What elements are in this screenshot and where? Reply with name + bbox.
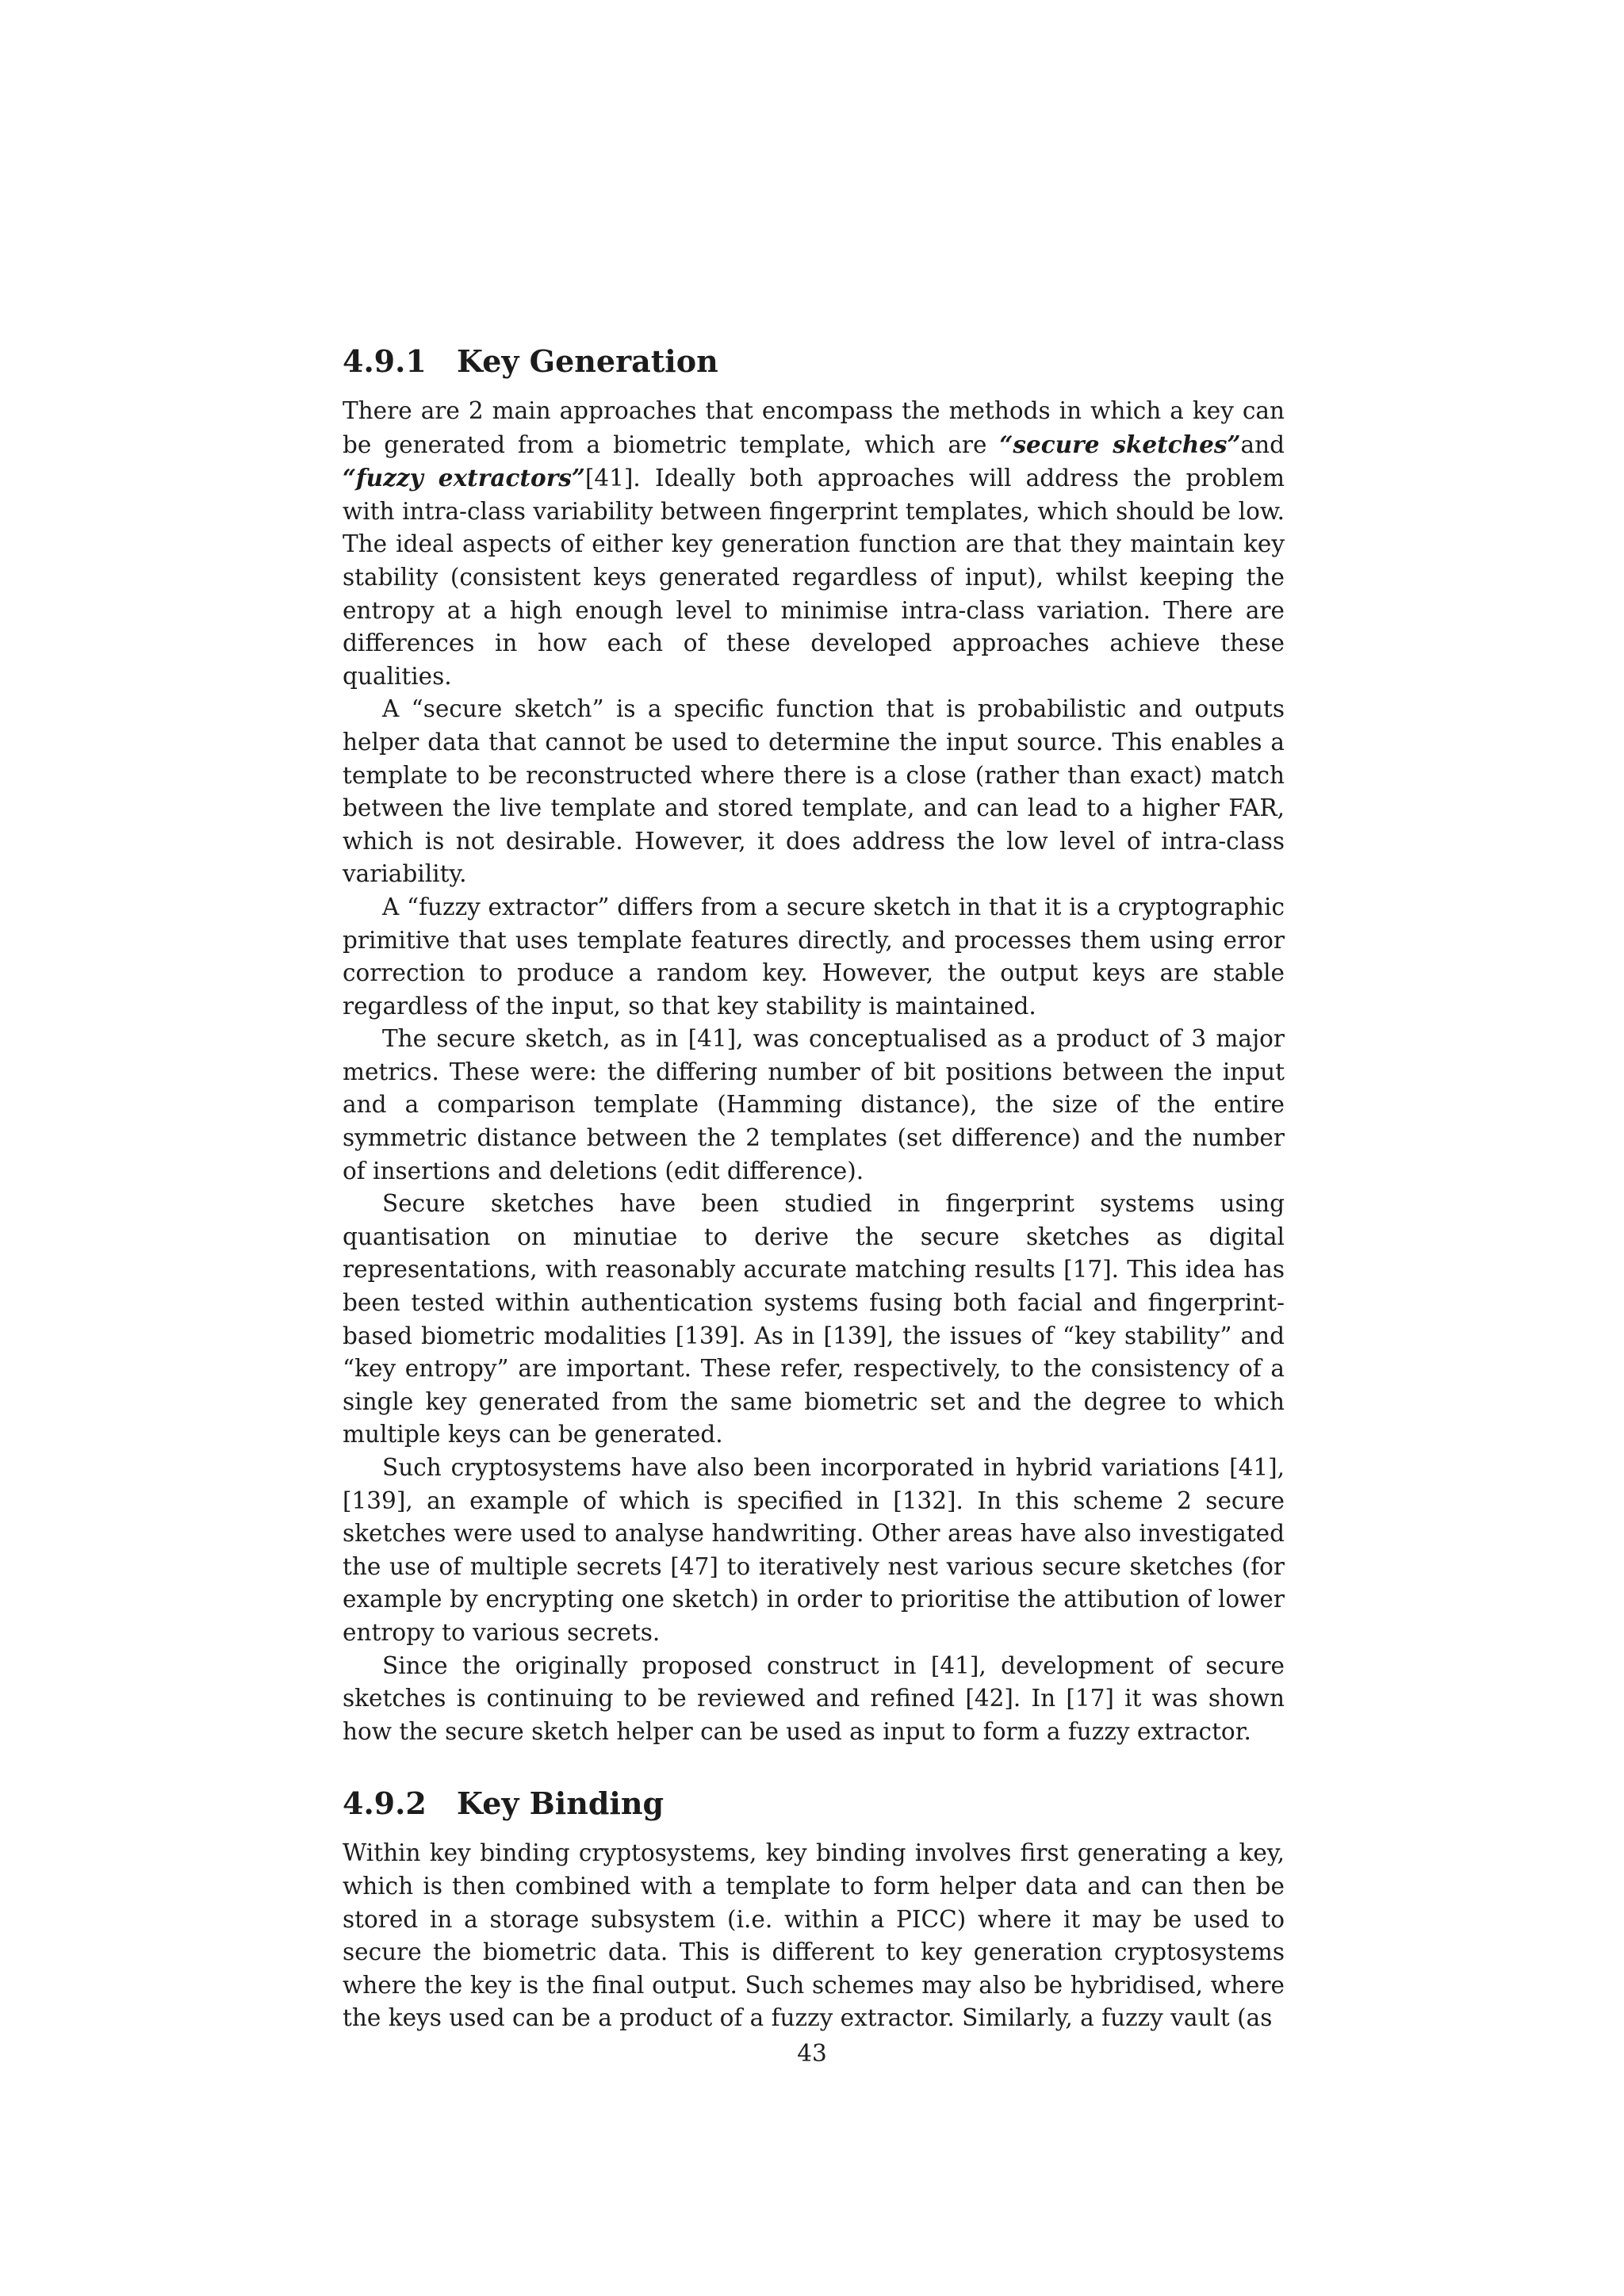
paragraph: Such cryptosystems have also been incorporated in hybrid variations [41], [139], an example of which is specified in [132]. In this scheme 2 secure sketches were used to analyse handwriting. Other areas have also investigated the use of multiple secrets [47] to iteratively nest various secure sketches (for example by encrypting one sketch) in order to prioritise the attibution of lower entropy to various secrets. (343, 1454, 1285, 1646)
page-number: 43 (797, 2040, 827, 2067)
paragraph-text: and (1240, 430, 1285, 458)
keyword-fuzzy-extractors: “fuzzy extractors” (343, 464, 585, 492)
paragraph-text: There are 2 main approaches that encompass the methods in which a key can be generated from a biometric template, which are (343, 397, 1285, 458)
section-number: 4.9.1 (343, 343, 427, 379)
paragraph: A “fuzzy extractor” differs from a secure sketch in that it is a cryptographic primitive that uses template features directly, and processes them using error correction to produce a random key. However, the output keys are stable regardless of the input, so that key stability is maintained. (343, 893, 1285, 1020)
paragraph: A “secure sketch” is a specific function that is probabilistic and outputs helper data that cannot be used to determine the input source. This enables a template to be reconstructed where there is a close (rather than exact) match between the live template and stored template, and can lead to a higher FAR, which is not desirable. However, it does address the low level of intra-class variability. (343, 695, 1285, 888)
section-heading-key-binding (343, 1781, 1285, 1826)
paragraph: The secure sketch, as in [41], was conceptualised as a product of 3 major metrics. These were: the differing number of bit positions between the input and a comparison template (Hamming distance), the size of the entire symmetric distance between the 2 templates (set difference) and the number of insertions and deletions (edit difference). (343, 1025, 1285, 1184)
paragraph: Within key binding cryptosystems, key binding involves first generating a key, which is then combined with a template to form helper data and can then be stored in a storage subsystem (i.e. within a PICC) where it may be used to secure the biometric data. This is different to key generation cryptosystems where the key is the final output. Such schemes may also be hybridised, where the keys used can be a product of a fuzzy extractor. Similarly, a fuzzy vault (as (343, 1839, 1285, 2032)
section-title: Key Binding (457, 1785, 665, 1822)
paragraph-text: [41]. Ideally both approaches will address the problem with intra-class variability between fingerprint templates, which should be low. The ideal aspects of either key generation function are that they maintain key stability (consistent keys generated regardless of input), whilst keeping the entropy at a high enough level to minimise intra-class variation. There are differences in how each of these developed approaches achieve these qualities. (343, 465, 1285, 690)
page-body (343, 339, 1285, 2035)
paragraph: Since the originally proposed construct in [41], development of secure sketches is continuing to be reviewed and refined [42]. In [17] it was shown how the secure sketch helper can be used as input to form a fuzzy extractor. (343, 1651, 1285, 1745)
paragraph (343, 395, 1285, 693)
keyword-secure-sketches: “secure sketches” (999, 430, 1241, 458)
section-title: Key Generation (457, 343, 718, 379)
section-heading-key-generation (343, 339, 1285, 384)
section-number: 4.9.2 (343, 1785, 427, 1822)
paragraph: Secure sketches have been studied in fingerprint systems using quantisation on minutiae to derive the secure sketches as digital representations, with reasonably accurate matching results [17]. This idea has been tested within authentication systems fusing both facial and fingerprint-based biometric modalities [139]. As in [139], the issues of “key stability” and “key entropy” are important. These refer, respectively, to the consistency of a single key generated from the same biometric set and the degree to which multiple keys can be generated. (343, 1190, 1285, 1448)
